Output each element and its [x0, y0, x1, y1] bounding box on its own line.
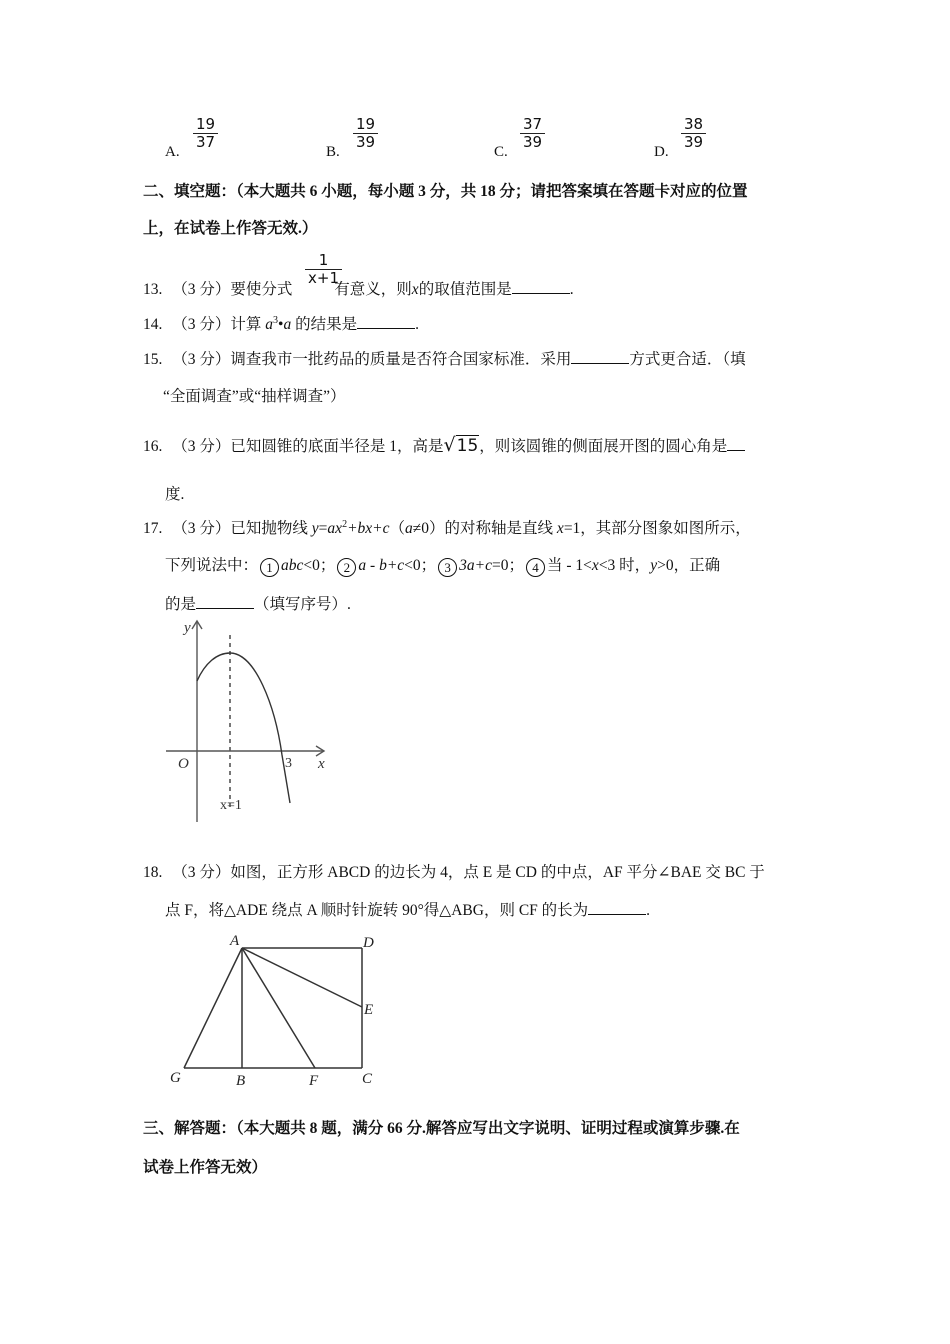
symmetry-axis-label: x=1 — [220, 798, 242, 813]
question-18: 18. （3 分）如图，正方形 ABCD 的边长为 4，点 E 是 CD 的中点，AF 平分∠BAE 交 BC 于 — [143, 864, 765, 881]
circled-number-3: 3 — [438, 558, 457, 577]
question-13: 13. （3 分）要使分式 有意义，则x的取值范围是 . — [143, 281, 574, 298]
circled-number-4: 4 — [526, 558, 545, 577]
question-15: 15. （3 分）调查我市一批药品的质量是否符合国家标准．采用 方式更合适．（填 — [143, 351, 746, 368]
choice-label: C. — [494, 144, 508, 160]
question-score: （3 分） — [172, 351, 231, 368]
question-number: 16. — [143, 438, 163, 455]
answer-blank[interactable] — [727, 436, 745, 451]
point-C-label: C — [362, 1071, 373, 1087]
section2-heading-line2: 上，在试卷上作答无效.） — [143, 220, 318, 237]
question-16: 16. （3 分）已知圆锥的底面半径是 1，高是√15，则该圆锥的侧面展开图的圆心角是 — [143, 434, 745, 456]
answer-blank[interactable] — [571, 349, 629, 364]
section2-heading-line1: 二、填空题：（本大题共 6 小题，每小题 3 分，共 18 分；请把答案填在答题卡对应的位置 — [143, 183, 748, 200]
question-score: （3 分） — [172, 864, 231, 881]
q13-fraction: $\frac{1}{x+1}$ — [305, 252, 342, 287]
choice-fraction: $\frac{19}{39}$ — [353, 116, 378, 151]
answer-blank[interactable] — [512, 279, 570, 294]
sqrt-expression: √15 — [443, 434, 479, 456]
question-score: （3 分） — [172, 520, 231, 537]
choice-fraction: $\frac{38}{39}$ — [681, 116, 706, 151]
question-number: 14. — [143, 316, 163, 333]
question-18-line2: 点 F，将△ADE 绕点 A 顺时针旋转 90°得△ABG，则 CF 的长为 . — [165, 902, 651, 919]
choice-label: A. — [165, 144, 180, 160]
circled-number-1: 1 — [260, 558, 279, 577]
question-17: 17. （3 分）已知抛物线 $y=ax^2+bx+c(a\ne 0)$的对称轴是直线 x=1，其部分图象如图所示， — [143, 518, 751, 537]
point-A-label: A — [230, 933, 240, 949]
question-14: 14. （3 分）计算 $a^3•a$ 的结果是 . — [143, 314, 419, 333]
question-score: （3 分） — [172, 316, 231, 333]
origin-label: O — [178, 756, 189, 772]
question-number: 17. — [143, 520, 163, 537]
choice-label: B. — [326, 144, 340, 160]
parabola-graph — [160, 615, 340, 830]
question-17-line3: 的是 （填写序号）. — [165, 596, 351, 613]
question-number: 13. — [143, 281, 163, 298]
square-figure — [160, 925, 390, 1095]
question-score: （3 分） — [172, 438, 231, 455]
section3-heading-line1: 三、解答题：（本大题共 8 题，满分 66 分.解答应写出文字说明、证明过程或演算步骤.在 — [143, 1120, 740, 1137]
point-E-label: E — [364, 1002, 374, 1018]
segment-AG — [184, 948, 242, 1068]
question-16-line2: 度. — [165, 486, 185, 503]
question-15-line2: “全面调查”或“抽样调查”） — [163, 388, 346, 405]
point-G-label: G — [170, 1070, 181, 1086]
y-label: y — [184, 620, 191, 636]
question-number: 18. — [143, 864, 163, 881]
circled-number-2: 2 — [337, 558, 356, 577]
parabola-curve — [197, 653, 290, 803]
section3-heading-line2: 试卷上作答无效） — [143, 1159, 268, 1176]
question-number: 15. — [143, 351, 163, 368]
point-F-label: F — [309, 1073, 319, 1089]
question-score: （3 分） — [172, 281, 231, 298]
x-label: x — [318, 756, 325, 772]
choice-fraction: $\frac{37}{39}$ — [520, 116, 545, 151]
choice-label: D. — [654, 144, 669, 160]
answer-blank[interactable] — [357, 314, 415, 329]
point-D-label: D — [363, 935, 374, 951]
point-B-label: B — [236, 1073, 246, 1089]
choice-fraction: $\frac{19}{37}$ — [193, 116, 218, 151]
answer-blank[interactable] — [196, 594, 254, 609]
answer-blank[interactable] — [588, 900, 646, 915]
root-label: 3 — [285, 756, 292, 771]
question-17-line2: 下列说法中： 1 abc<0； 2 a - b+c<0； 3 3a+c=0； 4 当 - 1<x<3 时，y>0，正确 — [165, 557, 721, 575]
